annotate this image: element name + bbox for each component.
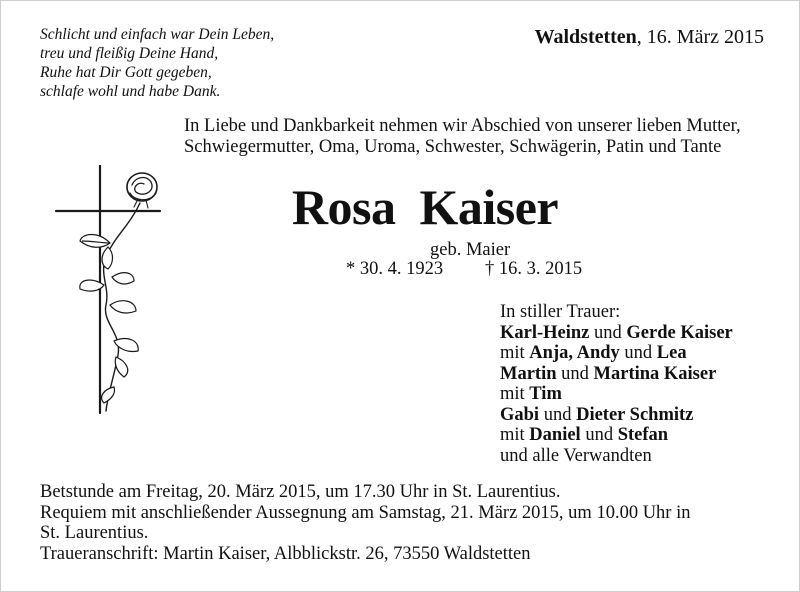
mourner-name: Stefan (617, 425, 669, 445)
date: , 16. März 2015 (636, 26, 764, 48)
death-date: † 16. 3. 2015 (485, 259, 583, 279)
mourner-name: Gabi (500, 404, 540, 425)
mourner-line: und alle Verwandten (500, 445, 652, 466)
mourner-name: Tim (529, 384, 562, 404)
place: Waldstetten (534, 26, 637, 48)
poem-line: Ruhe hat Dir Gott gegeben, (40, 64, 212, 81)
service-line: Betstunde am Freitag, 20. März 2015, um 17.30 Uhr in St. Laurentius. (40, 482, 561, 502)
mourner-name: Karl-Heinz (500, 322, 590, 343)
mourner-name: Martin (500, 363, 557, 384)
connector: mit (500, 425, 530, 445)
poem (40, 25, 274, 101)
intro-text: In Liebe und Dankbarkeit nehmen wir Abschied von unserer lieben Mutter, Schwiegermutter, Oma, Uroma, Schwester, Schwägerin, Patin und Tante (184, 116, 741, 157)
connector: und (556, 363, 594, 384)
mourner-line (500, 425, 733, 446)
mourners-heading: In stiller Trauer: (500, 302, 621, 322)
service-line: Requiem mit anschließender Aussegnung am Samstag, 21. März 2015, um 10.00 Uhr in (40, 502, 691, 523)
poem-line: schlafe wohl und habe Dank. (40, 83, 221, 100)
mourner-name: Lea (656, 343, 687, 363)
mourner-name: Dieter Schmitz (576, 404, 694, 425)
poem-line: treu und fleißig Deine Hand, (40, 45, 219, 62)
connector: mit (500, 384, 530, 404)
deceased-name: Rosa Kaiser (291, 179, 559, 235)
maiden-name: geb. Maier (430, 240, 511, 260)
mourner-line (500, 323, 733, 344)
mourner-line (500, 384, 733, 405)
service-info (40, 482, 775, 564)
service-line: St. Laurentius. (40, 523, 149, 543)
mourner-name: Daniel (529, 425, 581, 445)
place-date (535, 26, 764, 49)
connector: mit (500, 343, 530, 363)
life-dates (346, 259, 582, 280)
mourner-line (500, 405, 733, 426)
poem-line: Schlicht und einfach war Dein Leben, (40, 26, 275, 43)
mourner-line (500, 343, 733, 364)
cross-with-rose-icon (52, 165, 168, 417)
mourner-name: Anja, Andy (529, 343, 620, 363)
mourner-line (500, 364, 733, 385)
mourner-name: Martina Kaiser (593, 363, 717, 384)
connector: und (589, 322, 627, 343)
birth-date: * 30. 4. 1923 (346, 259, 444, 279)
mourners (500, 302, 733, 466)
connector: und (539, 404, 577, 425)
connector: und (619, 343, 657, 363)
connector: und (580, 425, 618, 445)
address-line: Traueranschrift: Martin Kaiser, Albblickstr. 26, 73550 Waldstetten (40, 543, 531, 564)
mourner-name: Gerde Kaiser (626, 322, 733, 343)
